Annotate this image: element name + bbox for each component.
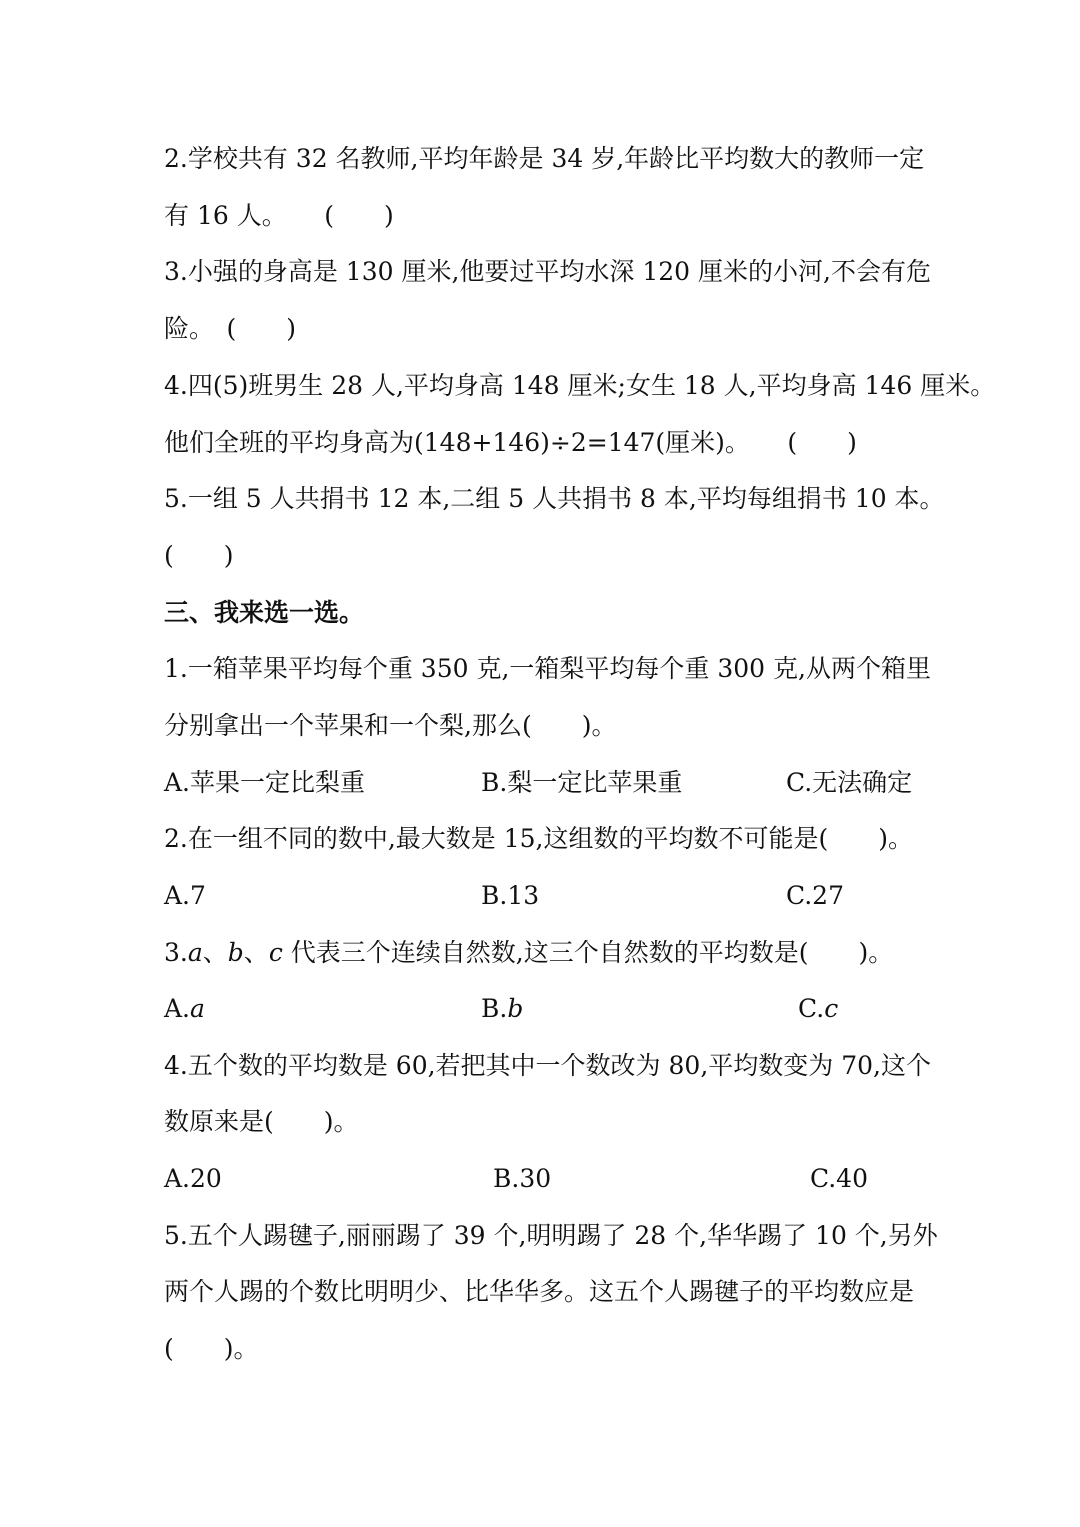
choice-q4-line1: 4.五个数的平均数是 60,若把其中一个数改为 80,平均数变为 70,这个 <box>164 1051 931 1080</box>
choice-q3-option-a-var: a <box>190 994 205 1023</box>
choice-q3-prefix: 3. <box>164 938 188 967</box>
choice-q1-option-b: B.梨一定比苹果重 <box>481 768 683 797</box>
choice-q3-option-a-prefix: A. <box>164 994 191 1023</box>
choice-q2-line1: 2.在一组不同的数中,最大数是 15,这组数的平均数不可能是( )。 <box>164 824 914 853</box>
judge-q4-line1: 4.四(5)班男生 28 人,平均身高 148 厘米;女生 18 人,平均身高 146 厘米。 <box>164 371 996 400</box>
judge-q5-line2: ( ) <box>164 541 234 570</box>
choice-q2-option-a: A.7 <box>164 881 206 910</box>
choice-q3-line1 <box>164 936 893 970</box>
choice-q3-var-c: c <box>268 938 283 967</box>
choice-q5-line3: ( )。 <box>164 1334 259 1363</box>
choice-q3-option-c-var: c <box>824 994 839 1023</box>
choice-q5-line2: 两个人踢的个数比明明少、比华华多。这五个人踢毽子的平均数应是 <box>164 1277 915 1306</box>
choice-q4-line2: 数原来是( )。 <box>164 1107 359 1136</box>
choice-q3-option-c-prefix: C. <box>798 994 825 1023</box>
choice-q1-line1: 1.一箱苹果平均每个重 350 克,一箱梨平均每个重 300 克,从两个箱里 <box>164 654 931 683</box>
judge-q3-line2: 险。 ( ) <box>164 314 297 343</box>
choice-q4-option-b: B.30 <box>493 1164 552 1193</box>
judge-q4-line2: 他们全班的平均身高为(148+146)÷2=147(厘米)。 ( ) <box>164 428 857 457</box>
judge-q2-line1: 2.学校共有 32 名教师,平均年龄是 34 岁,年龄比平均数大的教师一定 <box>164 144 925 173</box>
choice-q5-line1: 5.五个人踢毽子,丽丽踢了 39 个,明明踢了 28 个,华华踢了 10 个,另外 <box>164 1221 938 1250</box>
choice-q3-rest: 代表三个连续自然数,这三个自然数的平均数是( )。 <box>282 938 894 967</box>
judge-q5-line1: 5.一组 5 人共捐书 12 本,二组 5 人共捐书 8 本,平均每组捐书 10 本。 <box>164 484 945 513</box>
choice-q1-line2: 分别拿出一个苹果和一个梨,那么( )。 <box>164 711 617 740</box>
choice-q1-option-c: C.无法确定 <box>786 768 913 797</box>
choice-q3-option-b <box>481 992 523 1026</box>
choice-q4-option-a: A.20 <box>164 1164 222 1193</box>
judge-q2-line2: 有 16 人。 ( ) <box>164 201 394 230</box>
choice-q3-sep1: 、 <box>202 938 228 967</box>
choice-q3-var-b: b <box>227 938 244 967</box>
choice-q3-option-a <box>164 992 205 1026</box>
choice-q4-option-c: C.40 <box>810 1164 868 1193</box>
choice-q3-var-a: a <box>187 938 203 967</box>
judge-q3-line1: 3.小强的身高是 130 厘米,他要过平均水深 120 厘米的小河,不会有危 <box>164 257 931 286</box>
choice-q1-option-a: A.苹果一定比梨重 <box>164 768 366 797</box>
choice-q3-option-b-prefix: B. <box>481 994 508 1023</box>
choice-q3-sep2: 、 <box>243 938 269 967</box>
choice-q2-option-b: B.13 <box>481 881 540 910</box>
choice-q3-option-b-var: b <box>507 994 524 1023</box>
choice-q3-option-c <box>798 992 838 1026</box>
choice-q2-option-c: C.27 <box>786 881 844 910</box>
section-title-choice: 三、我来选一选。 <box>164 598 365 627</box>
